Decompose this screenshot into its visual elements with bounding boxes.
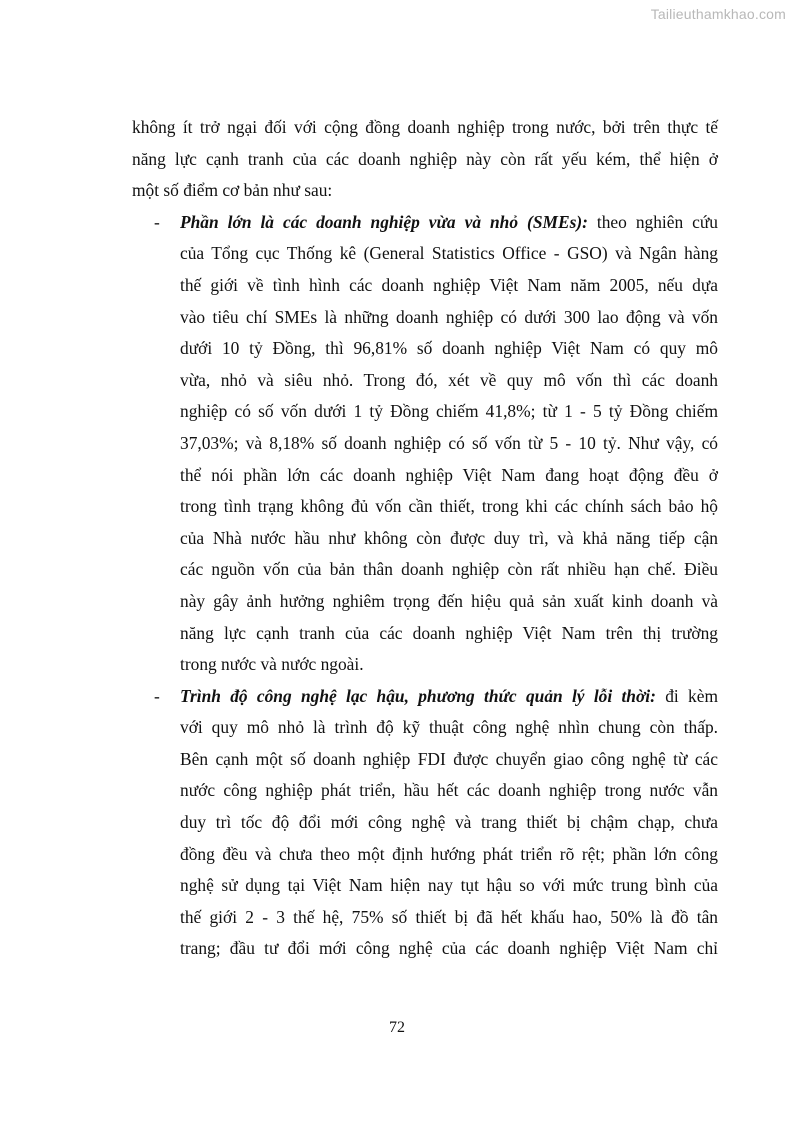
text-line: vừa, nhỏ và siêu nhỏ. Trong đó, xét về quy mô vốn thì các doanh	[180, 369, 718, 390]
text-line: các nguồn vốn của bản thân doanh nghiệp còn rất nhiều hạn chế. Điều	[180, 559, 718, 580]
text-line	[180, 681, 718, 713]
text-line: nghiệp có số vốn dưới 1 tỷ Đồng chiếm 41,8%; từ 1 - 5 tỷ Đồng chiếm	[180, 401, 718, 422]
text-line: vào tiêu chí SMEs là những doanh nghiệp có dưới 300 lao động và vốn	[180, 306, 718, 327]
text-line: thế giới 2 - 3 thế hệ, 75% số thiết bị đã hết khấu hao, 50% là đồ tân	[180, 906, 718, 927]
bullet-heading-continuation: theo nghiên cứu	[587, 211, 718, 232]
text-line	[180, 207, 718, 239]
text-line: thế giới về tình hình các doanh nghiệp Việt Nam năm 2005, nếu dựa	[180, 274, 718, 295]
intro-paragraph	[132, 112, 718, 207]
bullet-dash: -	[154, 685, 160, 706]
watermark: Tailieuthamkhao.com	[650, 6, 786, 22]
text-line: với quy mô nhỏ là trình độ kỹ thuật công nghệ nhìn chung còn thấp.	[180, 717, 718, 738]
bullet-technology	[154, 681, 718, 965]
text-line: của Nhà nước hầu như không còn được duy trì, và khả năng tiếp cận	[180, 527, 718, 548]
text-line: Bên cạnh một số doanh nghiệp FDI được chuyển giao công nghệ từ các	[180, 748, 718, 769]
text-line: không ít trở ngại đối với cộng đồng doanh nghiệp trong nước, bởi trên thực tế	[132, 117, 718, 137]
text-line: duy trì tốc độ đổi mới công nghệ và trang thiết bị chậm chạp, chưa	[180, 812, 718, 833]
bullet-heading: Phần lớn là các doanh nghiệp vừa và nhỏ (SMEs):	[180, 211, 588, 232]
text-line: năng lực cạnh tranh của các doanh nghiệp Việt Nam trên thị trường	[180, 622, 718, 643]
document-body	[132, 112, 718, 965]
text-line: năng lực cạnh tranh của các doanh nghiệp này còn rất yếu kém, thể hiện ở	[132, 148, 718, 169]
text-line: một số điểm cơ bản như sau:	[132, 180, 333, 201]
text-line: thể nói phần lớn các doanh nghiệp Việt Nam đang hoạt động đều ở	[180, 464, 718, 485]
text-line: trong nước và nước ngoài.	[180, 654, 364, 675]
page-number: 72	[389, 1019, 405, 1036]
text-line: trang; đầu tư đổi mới công nghệ của các doanh nghiệp Việt Nam chỉ	[180, 938, 718, 959]
bullet-heading-continuation: đi kèm	[655, 685, 718, 706]
text-line: 37,03%; và 8,18% số doanh nghiệp có số vốn từ 5 - 10 tỷ. Như vậy, có	[180, 432, 718, 453]
text-line: dưới 10 tỷ Đồng, thì 96,81% số doanh nghiệp Việt Nam có quy mô	[180, 338, 718, 359]
text-line: của Tổng cục Thống kê (General Statistics Office - GSO) và Ngân hàng	[180, 243, 718, 264]
bullet-heading: Trình độ công nghệ lạc hậu, phương thức quản lý lỗi thời:	[180, 685, 656, 706]
text-line: đồng đều và chưa theo một định hướng phát triển rõ rệt; phần lớn công	[180, 843, 718, 864]
text-line: nước công nghiệp phát triển, hầu hết các doanh nghiệp trong nước vẫn	[180, 780, 718, 801]
bullet-smes	[154, 207, 718, 681]
text-line: nghệ sử dụng tại Việt Nam hiện nay tụt hậu so với mức trung bình của	[180, 875, 718, 896]
bullet-dash: -	[154, 211, 160, 232]
text-line: trong tình trạng không đủ vốn cần thiết, trong khi các chính sách bảo hộ	[180, 496, 718, 517]
text-line: này gây ảnh hưởng nghiêm trọng đến hiệu quả sản xuất kinh doanh và	[180, 590, 718, 611]
